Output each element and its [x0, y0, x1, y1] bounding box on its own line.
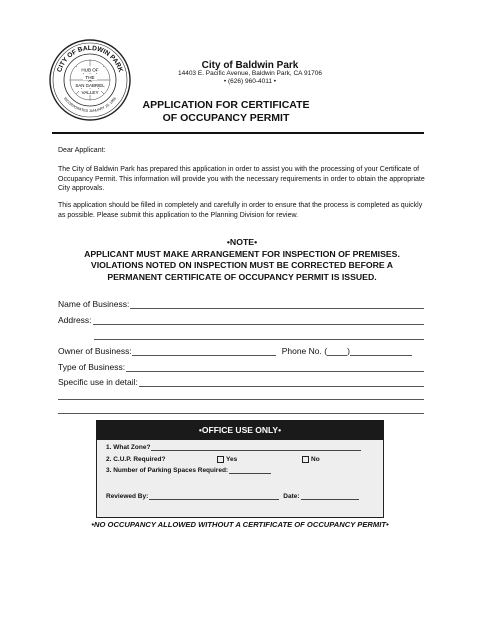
city-phone: • (626) 960-4011 •	[223, 78, 277, 85]
address-field[interactable]	[93, 315, 424, 325]
phone-paren-close: )	[347, 346, 350, 356]
cup-row	[106, 456, 165, 463]
phone-number-field[interactable]	[350, 346, 412, 356]
owner-field[interactable]	[132, 346, 276, 356]
business-name-row	[58, 297, 424, 309]
seal-inner-line4: VALLEY	[81, 90, 99, 95]
seal-outer-bottom-text: INCORPORATED JANUARY 25, 1956	[62, 96, 118, 114]
city-seal-logo	[48, 38, 132, 122]
greeting: Dear Applicant:	[58, 147, 106, 154]
reviewed-by-field[interactable]	[149, 492, 279, 500]
seal-outer-top-text: CITY OF BALDWIN PARK	[56, 44, 124, 74]
address-label: Address:	[58, 315, 92, 325]
note-heading: •NOTE•	[226, 237, 258, 247]
parking-label: 3. Number of Parking Spaces Required:	[106, 467, 229, 474]
office-use-header: •OFFICE USE ONLY•	[96, 420, 384, 440]
parking-row	[106, 466, 271, 474]
note-line-1: APPLICANT MUST MAKE ARRANGEMENT FOR INSPECTION OF PREMISES.	[84, 248, 400, 259]
cup-yes-label: Yes	[226, 456, 238, 463]
date-label: Date:	[283, 493, 300, 500]
specific-use-field-line-3[interactable]	[58, 413, 424, 414]
business-type-field[interactable]	[126, 362, 424, 372]
business-name-label: Name of Business:	[58, 299, 130, 309]
zone-label: 1. What Zone?	[106, 444, 151, 451]
owner-phone-row	[58, 344, 424, 356]
reviewed-row	[106, 492, 359, 500]
note-line-2: VIOLATIONS NOTED ON INSPECTION MUST BE CORRECTED BEFORE A	[90, 260, 394, 270]
business-type-label: Type of Business:	[58, 362, 126, 372]
instructions-paragraph: This application should be filled in completely and carefully in order to ensure that the process is completed as quickly as possible. Please submit this application to the Planning Division for review.	[58, 202, 423, 219]
owner-label: Owner of Business:	[58, 346, 132, 356]
cup-yes-option[interactable]	[217, 456, 237, 463]
zone-row	[106, 443, 361, 451]
cup-yes-checkbox[interactable]	[217, 456, 224, 463]
specific-use-label: Specific use in detail:	[58, 377, 138, 387]
phone-area-code-field[interactable]	[327, 346, 347, 356]
parking-field[interactable]	[229, 466, 271, 474]
footer-notice: •NO OCCUPANCY ALLOWED WITHOUT A CERTIFICATE OF OCCUPANCY PERMIT•	[91, 520, 389, 529]
cup-no-option[interactable]	[302, 456, 320, 463]
inspection-note	[60, 237, 424, 283]
city-address: 14403 E. Pacific Avenue, Baldwin Park, CA 91706	[177, 70, 323, 77]
business-type-row	[58, 360, 424, 372]
phone-label: Phone No. (	[281, 346, 328, 356]
cup-no-label: No	[311, 456, 320, 463]
business-name-field[interactable]	[130, 299, 424, 309]
address-row	[58, 313, 424, 325]
zone-field[interactable]	[151, 443, 361, 451]
seal-inner-line3: SAN GABRIEL	[75, 83, 105, 88]
address-field-line-2[interactable]	[94, 339, 424, 340]
title-line-2: OF OCCUPANCY PERMIT	[162, 112, 290, 124]
title-line-1: APPLICATION FOR CERTIFICATE	[142, 99, 310, 111]
intro-paragraph: The City of Baldwin Park has prepared this application in order to assist you with the processing of your Certificate of Occupancy Permit. This information will provide you with the necessary requirements in order to obtain the appropriate City approvals.	[58, 166, 425, 192]
date-field[interactable]	[301, 492, 359, 500]
specific-use-field-line-2[interactable]	[58, 399, 424, 400]
note-line-3: PERMANENT CERTIFICATE OF OCCUPANCY PERMIT IS ISSUED.	[107, 271, 377, 282]
reviewed-label: Reviewed By:	[106, 493, 149, 500]
seal-inner-line1: HUB OF	[81, 67, 99, 73]
seal-inner-line2: THE	[85, 75, 95, 80]
cup-no-checkbox[interactable]	[302, 456, 309, 463]
specific-use-field[interactable]	[139, 377, 424, 387]
cup-label: 2. C.U.P. Required?	[106, 456, 166, 463]
city-name: City of Baldwin Park	[201, 60, 299, 71]
specific-use-row	[58, 375, 424, 387]
page-title	[128, 99, 324, 125]
header-divider	[52, 132, 424, 134]
